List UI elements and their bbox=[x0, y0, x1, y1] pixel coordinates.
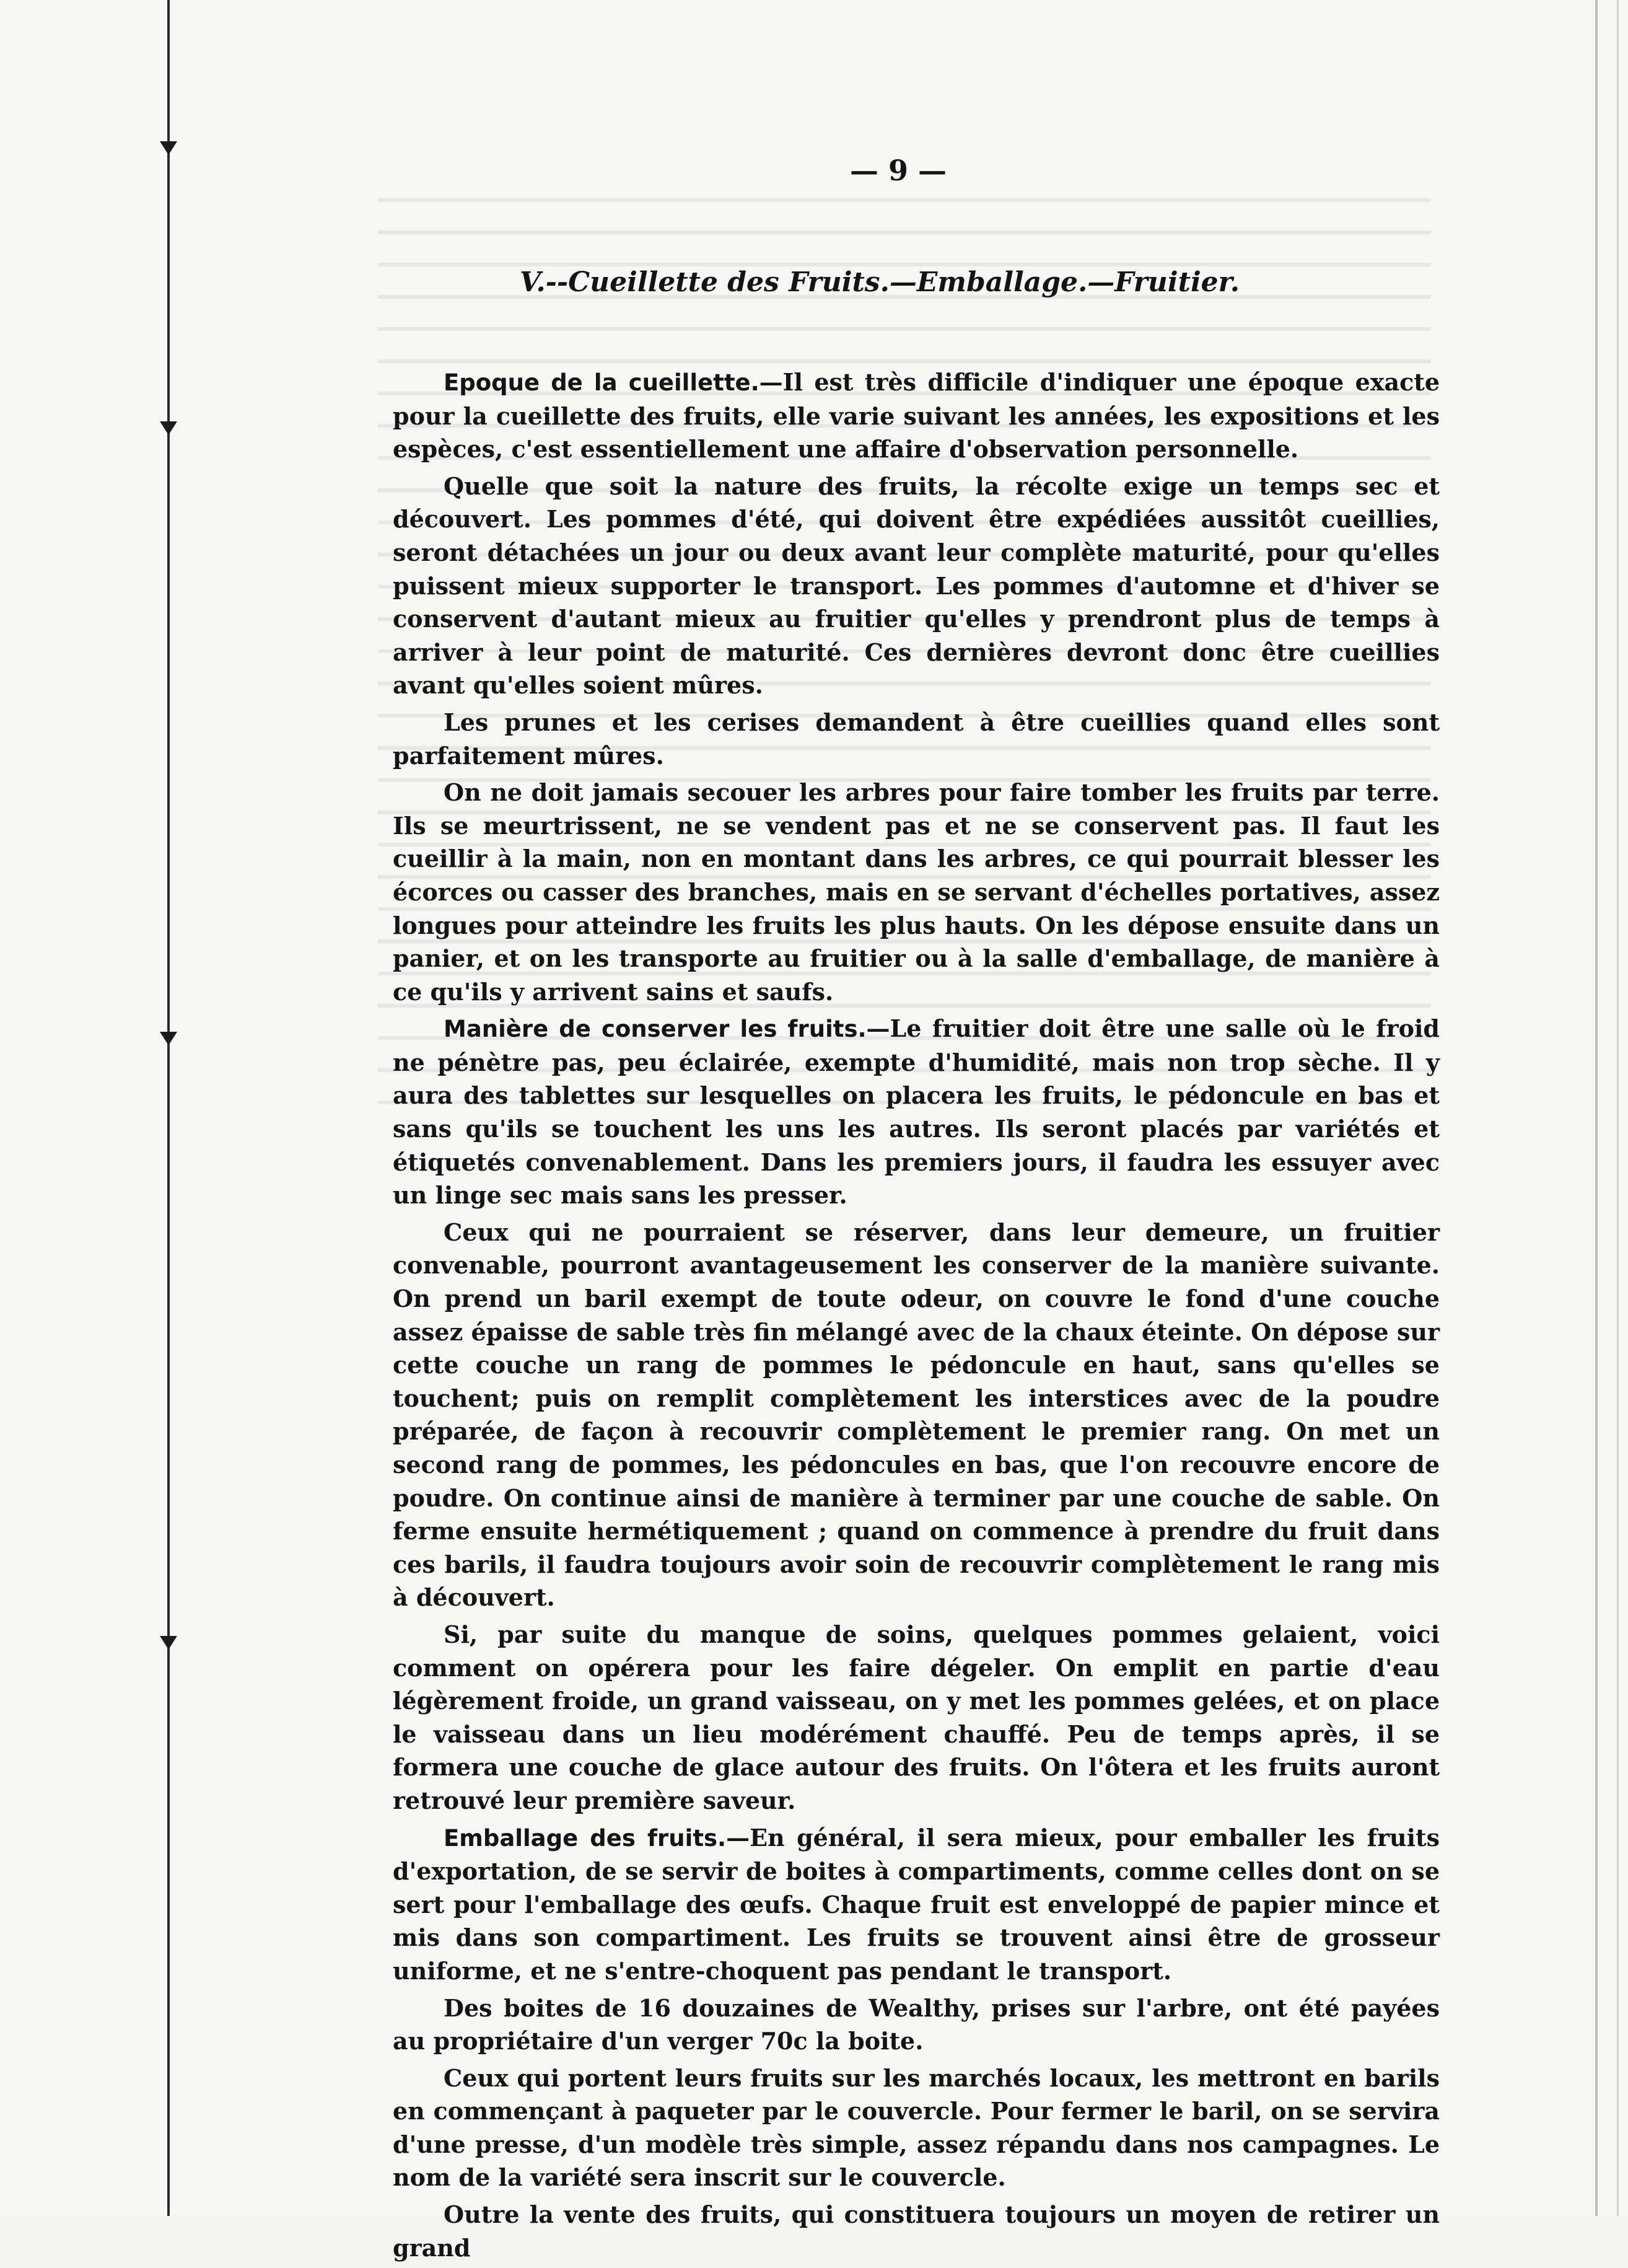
paragraph-text: Des boites de 16 douzaines de Wealthy, prises sur l'arbre, ont été payées au propriétaire d'un verger 70c la boite. bbox=[393, 1993, 1440, 2055]
page-edge bbox=[1595, 0, 1598, 2216]
paragraph bbox=[393, 2062, 1440, 2194]
chapter-title: V.--Cueillette des Fruits.—Emballage.—Fruitier. bbox=[519, 266, 1240, 298]
binding-mark bbox=[160, 1636, 177, 1650]
paragraph-text: On ne doit jamais secouer les arbres pour faire tomber les fruits par terre. Ils se meurtrissent, ne se vendent pas et ne se conservent pas. Il faut les cueillir à la main, non en montant dans les arbres, ce qui pourrait blesser les écorces ou casser des branches, mais en se servant d'échelles portatives, assez longues pour atteindre les fruits les plus hauts. On les dépose ensuite dans un panier, et on les transporte au fruitier ou à la salle d'emballage, de manière à ce qu'ils y arrivent sains et saufs. bbox=[393, 778, 1440, 1006]
binding-mark bbox=[160, 421, 177, 435]
paragraph bbox=[393, 1821, 1440, 1988]
paragraph-heading: Epoque de la cueillette. bbox=[444, 369, 759, 396]
paragraph bbox=[393, 776, 1440, 1008]
paragraph bbox=[393, 706, 1440, 772]
paragraph bbox=[393, 2198, 1440, 2264]
paragraph-text: —Il est très difficile d'indiquer une époque exacte pour la cueillette des fruits, elle varie suivant les années, les expositions et les espèces, c'est essentiellement une affaire d'observation personnelle. bbox=[393, 368, 1440, 464]
page-edge bbox=[1617, 0, 1619, 2216]
paragraph-text: Ceux qui ne pourraient se réserver, dans leur demeure, un fruitier convenable, pourront avantageusement les conserver de la manière suivante. On prend un baril exempt de toute odeur, on couvre le fond d'une couche assez épaisse de sable très fin mélangé avec de la chaux éteinte. On dépose sur cette couche un rang de pommes le pédoncule en haut, sans qu'elles se touchent; puis on remplit complètement les interstices avec de la poudre préparée, de façon à recouvrir complètement le premier rang. On met un second rang de pommes, les pédoncules en bas, que l'on recouvre encore de poudre. On continue ainsi de manière à terminer par une couche de sable. On ferme ensuite hermétiquement ; quand on commence à prendre du fruit dans ces barils, il faudra toujours avoir soin de recouvrir complètement le rang mis à découvert. bbox=[393, 1218, 1440, 1612]
paragraph-text: Quelle que soit la nature des fruits, la récolte exige un temps sec et découvert. Les pommes d'été, qui doivent être expédiées aussitôt cueillies, seront détachées un jour ou deux avant leur complète maturité, pour qu'elles puissent mieux supporter le transport. Les pommes d'automne et d'hiver se conservent d'autant mieux au fruitier qu'elles y prendront plus de temps à arriver à leur point de maturité. Ces dernières devront donc être cueillies avant qu'elles soient mûres. bbox=[393, 472, 1440, 700]
paragraph-text: Les prunes et les cerises demandent à être cueillies quand elles sont parfaitement mûres. bbox=[393, 708, 1440, 770]
paragraph-text: Si, par suite du manque de soins, quelques pommes gelaient, voici comment on opérera pour les faire dégeler. On emplit en partie d'eau légèrement froide, un grand vaisseau, on y met les pommes gelées, et on place le vaisseau dans un lieu modérément chauffé. Peu de temps après, il se formera une couche de glace autour des fruits. On l'ôtera et les fruits auront retrouvé leur première saveur. bbox=[393, 1620, 1440, 1814]
paragraph bbox=[393, 470, 1440, 702]
binding-mark bbox=[160, 1032, 177, 1045]
paragraph-text: —Le fruitier doit être une salle où le froid ne pénètre pas, peu éclairée, exempte d'humidité, mais non trop sèche. Il y aura des tablettes sur lesquelles on placera les fruits, le pédoncule en bas et sans qu'ils se touchent les uns les autres. Ils seront placés par variétés et étiquetés convenablement. Dans les premiers jours, il faudra les essuyer avec un linge sec mais sans les presser. bbox=[393, 1014, 1440, 1210]
paragraph bbox=[393, 1618, 1440, 1817]
paragraph-text: Outre la vente des fruits, qui constituera toujours un moyen de retirer un grand bbox=[393, 2200, 1440, 2262]
paragraph-text: Ceux qui portent leurs fruits sur les marchés locaux, les mettront en barils en commençant à paqueter par le couvercle. Pour fermer le baril, on se servira d'une presse, d'un modèle très simple, assez répandu dans nos campagnes. Le nom de la variété sera inscrit sur le couvercle. bbox=[393, 2064, 1440, 2192]
paragraph-text: —En général, il sera mieux, pour emballer les fruits d'exportation, de se servir de boites à compartiments, comme celles dont on se sert pour l'emballage des œufs. Chaque fruit est enveloppé de papier mince et mis dans son compartiment. Les fruits se trouvent ainsi être de grosseur uniforme, et ne s'entre-choquent pas pendant le transport. bbox=[393, 1823, 1440, 1985]
page-number: — 9 — bbox=[849, 154, 947, 187]
paragraph bbox=[393, 1012, 1440, 1212]
binding-edge bbox=[167, 0, 170, 2216]
body-text bbox=[393, 366, 1440, 2268]
paragraph-heading: Emballage des fruits. bbox=[444, 1824, 727, 1852]
binding-mark bbox=[160, 141, 177, 155]
paragraph bbox=[393, 366, 1440, 466]
paragraph bbox=[393, 1992, 1440, 2058]
paragraph bbox=[393, 1216, 1440, 1614]
paragraph-heading: Manière de conserver les fruits. bbox=[444, 1016, 867, 1043]
